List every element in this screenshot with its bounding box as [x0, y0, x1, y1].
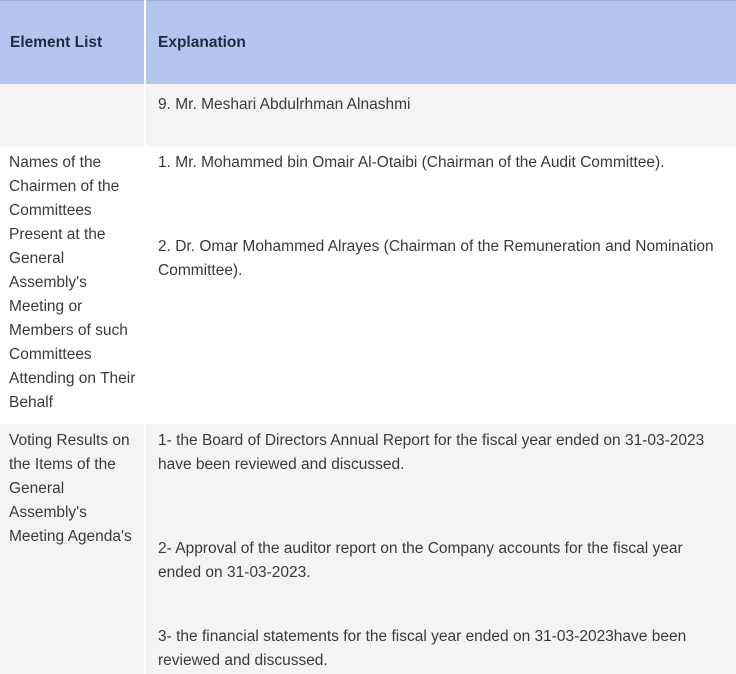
column-header-element-list: Element List	[0, 0, 144, 84]
row-label-committee-chairmen: Names of the Chairmen of the Committees Present at the General Assembly's Meeting or Members of such Committees Attending on Their Behalf	[0, 146, 144, 424]
voting-item: 1- the Board of Directors Annual Report for the fiscal year ended on 31-03-2023 have been reviewed and discussed.	[158, 432, 705, 473]
voting-item: 2- Approval of the auditor report on the Company accounts for the fiscal year ended on 31-03-2023.	[158, 540, 683, 581]
voting-item: 3- the financial statements for the fiscal year ended on 31-03-2023have been reviewed and discussed.	[158, 628, 687, 669]
row-explanation-members	[146, 84, 736, 146]
column-header-explanation: Explanation	[146, 0, 736, 84]
row-explanation-committee-chairmen	[146, 146, 736, 424]
row-explanation-voting-results	[146, 424, 736, 674]
chairman-item: 1. Mr. Mohammed bin Omair Al-Otaibi (Chairman of the Audit Committee).	[158, 154, 665, 171]
row-label-empty	[0, 84, 144, 146]
chairman-item: 2. Dr. Omar Mohammed Alrayes (Chairman of the Remuneration and Nomination Committee).	[158, 238, 714, 279]
member-item: 9. Mr. Meshari Abdulrhman Alnashmi	[158, 96, 411, 113]
row-label-voting-results: Voting Results on the Items of the General Assembly's Meeting Agenda's	[0, 424, 144, 674]
